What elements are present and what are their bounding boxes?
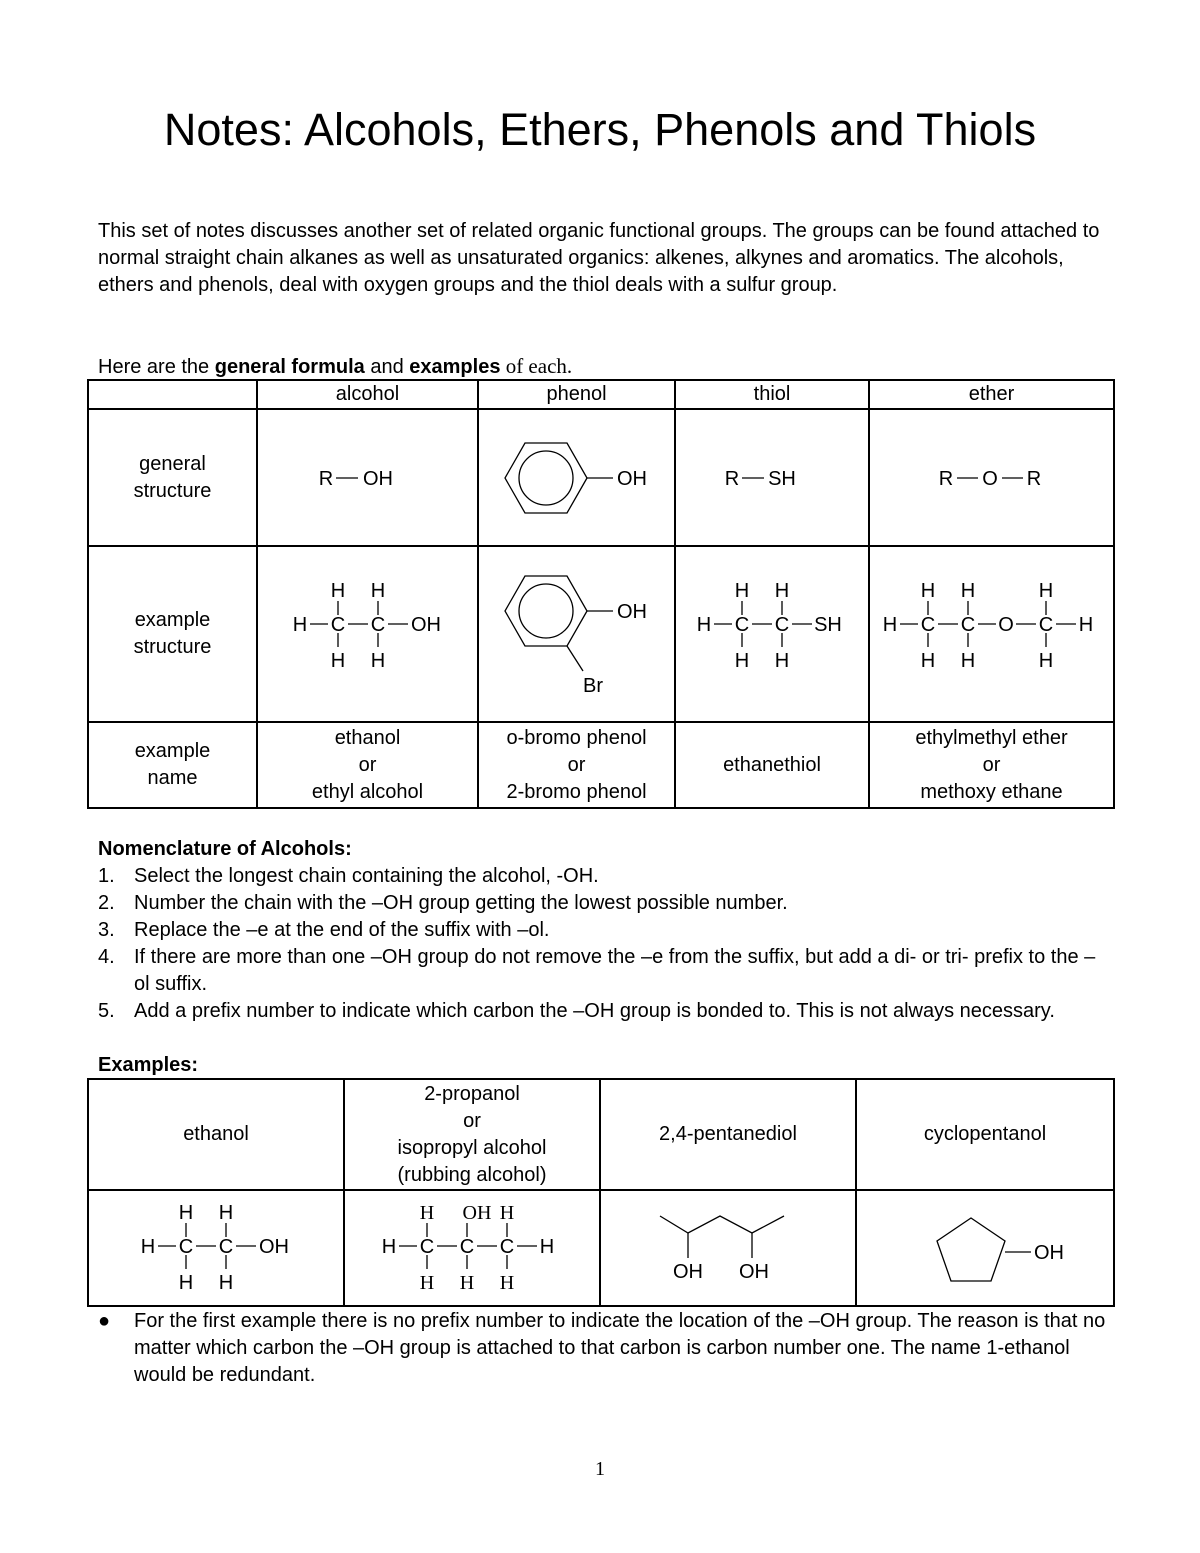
step-text: Add a prefix number to indicate which carbon the –OH group is bonded to. This is not always necessary.: [134, 1000, 1055, 1022]
step-number: 1.: [98, 865, 115, 887]
atom-r: R: [724, 467, 740, 490]
example-name-2-propanol: [344, 1079, 600, 1190]
atom-h: H: [330, 650, 345, 672]
atom-h: H: [459, 1271, 475, 1294]
atom-h: H: [370, 650, 385, 672]
name-line: or: [982, 753, 1001, 776]
name-line: ethanethiol: [723, 753, 821, 776]
atom-h: H: [330, 580, 345, 602]
atom-c: C: [218, 1235, 234, 1258]
atom-oh: OH: [673, 1260, 703, 1283]
atom-c: C: [774, 614, 790, 636]
row-label-line: structure: [133, 479, 212, 502]
lead-bold-examples: examples: [409, 356, 501, 378]
header-thiol: thiol: [675, 380, 869, 409]
examples-structure-row: [88, 1190, 1114, 1306]
step-text: Replace the –e at the end of the suffix with –ol.: [134, 919, 550, 941]
list-item: [98, 890, 1108, 917]
2-propanol-structure-svg: [377, 1196, 567, 1301]
name-line: or: [567, 753, 586, 776]
row-label-line: example: [134, 740, 211, 762]
examples-heading: Examples:: [98, 1054, 199, 1076]
aromatic-circle: [519, 451, 573, 505]
phenol-general-structure: [478, 409, 675, 546]
bullet-note: [98, 1308, 1108, 1389]
atom-c: C: [330, 614, 345, 636]
atom-oh: OH: [410, 614, 441, 636]
atom-oh: OH: [616, 601, 647, 623]
ether-general-svg: [932, 458, 1052, 498]
atom-r: R: [1026, 467, 1041, 490]
ethanol-structure-svg: [136, 1196, 296, 1301]
alcohol-example-structure: [257, 546, 478, 722]
bullet-icon: ●: [98, 1310, 111, 1332]
atom-h: H: [140, 1235, 156, 1258]
atom-h: H: [292, 614, 307, 636]
atom-oh: OH: [739, 1260, 769, 1283]
phenol-example-name: [478, 722, 675, 808]
ethanethiol-structure-svg: [692, 579, 852, 689]
name-line: ethanol: [183, 1123, 249, 1145]
atom-h: H: [419, 1201, 435, 1224]
ether-general-structure: [869, 409, 1114, 546]
atom-h: H: [218, 1271, 234, 1294]
name-line: ethyl alcohol: [311, 780, 424, 803]
nomenclature-steps: [98, 863, 1108, 1025]
benzene-ring: [505, 443, 587, 513]
atom-h: H: [882, 614, 897, 636]
example-name-ethanol: [88, 1079, 344, 1190]
atom-oh: OH: [362, 467, 393, 490]
atom-r: R: [318, 467, 333, 490]
thiol-example-structure: [675, 546, 869, 722]
atom-oh: OH: [462, 1201, 492, 1224]
lead-text-3: of each.: [500, 354, 573, 378]
atom-h: H: [218, 1201, 234, 1224]
atom-o: O: [997, 614, 1014, 636]
example-structure-row: [88, 546, 1114, 722]
atom-c: C: [1038, 614, 1053, 636]
cyclopentanol-skeletal-svg: [905, 1196, 1065, 1301]
step-number: 3.: [98, 919, 115, 941]
name-line: ethanol: [334, 726, 401, 749]
row-label-line: structure: [133, 636, 212, 658]
list-item: [98, 998, 1108, 1025]
atom-h: H: [1038, 580, 1053, 602]
general-structure-row: [88, 409, 1114, 546]
atom-oh: OH: [259, 1235, 289, 1258]
benzene-ring: [505, 576, 587, 646]
name-line: isopropyl alcohol: [397, 1136, 547, 1159]
atom-h: H: [960, 580, 975, 602]
lead-text-2: and: [364, 356, 410, 378]
header-ether: ether: [869, 380, 1114, 409]
atom-h: H: [499, 1271, 515, 1294]
alcohol-general-structure: [257, 409, 478, 546]
pentanediol-skeletal-svg: [648, 1196, 808, 1301]
atom-h: H: [920, 580, 935, 602]
step-number: 5.: [98, 1000, 115, 1022]
name-line: cyclopentanol: [923, 1123, 1047, 1145]
bullet-text: For the first example there is no prefix number to indicate the location of the –OH group. The reason is that no matter which carbon the –OH group is attached to that carbon is carbon number one. The name 1-ethanol would be redundant.: [134, 1310, 1106, 1386]
atom-h: H: [920, 650, 935, 672]
row-label-example-structure: [88, 546, 257, 722]
atom-h: H: [539, 1235, 555, 1258]
page-number: 1: [595, 1458, 605, 1480]
cyclopentanol-structure: [856, 1190, 1114, 1306]
table-lead-in: [98, 353, 572, 381]
atom-c: C: [370, 614, 385, 636]
row-label-line: name: [147, 767, 198, 789]
atom-c: C: [499, 1235, 515, 1258]
propanol-structure: [344, 1190, 600, 1306]
functional-groups-table: [87, 379, 1115, 809]
examples-name-row: [88, 1079, 1114, 1190]
list-item: [98, 863, 1108, 890]
atom-h: H: [419, 1271, 435, 1294]
name-line: or: [358, 753, 377, 776]
list-item: [98, 944, 1108, 998]
step-text: If there are more than one –OH group do not remove the –e from the suffix, but add a di- or tri- prefix to the –ol suffix.: [134, 946, 1096, 995]
name-line: o-bromo phenol: [506, 726, 647, 749]
row-label-line: example: [134, 609, 211, 631]
example-name-cyclopentanol: [856, 1079, 1114, 1190]
ethylmethyl-ether-structure-svg: [878, 579, 1106, 689]
atom-c: C: [920, 614, 935, 636]
name-line: (rubbing alcohol): [397, 1163, 547, 1186]
carbon-chain: [660, 1216, 784, 1233]
name-line: or: [463, 1109, 481, 1132]
atom-h: H: [774, 580, 790, 602]
header-row: [88, 380, 1114, 409]
bond: [567, 646, 583, 671]
phenol-general-svg: [487, 423, 667, 533]
phenol-example-structure: [478, 546, 675, 722]
list-item: [98, 917, 1108, 944]
atom-r: R: [938, 467, 953, 490]
atom-sh: SH: [768, 467, 796, 490]
atom-h: H: [499, 1201, 515, 1224]
alcohol-examples-table: [87, 1078, 1115, 1307]
atom-h: H: [774, 650, 790, 672]
atom-h: H: [696, 614, 712, 636]
atom-h: H: [370, 580, 385, 602]
atom-oh: OH: [1034, 1241, 1064, 1264]
atom-c: C: [178, 1235, 194, 1258]
atom-c: C: [419, 1235, 435, 1258]
name-line: ethylmethyl ether: [915, 726, 1068, 749]
step-text: Number the chain with the –OH group getting the lowest possible number.: [134, 892, 788, 914]
bromophenol-structure-svg: [487, 559, 667, 709]
page-title: Notes: Alcohols, Ethers, Phenols and Thiols: [163, 104, 1037, 155]
thiol-example-name: [675, 722, 869, 808]
atom-oh: OH: [616, 467, 647, 490]
atom-c: C: [459, 1235, 475, 1258]
step-number: 4.: [98, 946, 115, 968]
atom-c: C: [734, 614, 750, 636]
atom-br: Br: [582, 675, 603, 697]
atom-sh: SH: [814, 614, 842, 636]
name-line: methoxy ethane: [920, 780, 1063, 803]
lead-text-1: Here are the: [98, 356, 215, 378]
name-line: 2-propanol: [424, 1082, 520, 1105]
thiol-general-svg: [712, 458, 832, 498]
header-alcohol: alcohol: [257, 380, 478, 409]
row-label-line: general: [139, 452, 206, 475]
alcohol-general-svg: [308, 458, 428, 498]
atom-h: H: [734, 650, 750, 672]
header-phenol: phenol: [478, 380, 675, 409]
aromatic-circle: [519, 584, 573, 638]
atom-h: H: [1078, 614, 1093, 636]
atom-h: H: [960, 650, 975, 672]
ethanol-structure: [88, 1190, 344, 1306]
name-line: 2,4-pentanediol: [659, 1123, 797, 1145]
example-name-pentanediol: [600, 1079, 856, 1190]
cyclopentane-ring: [937, 1218, 1005, 1281]
alcohol-example-name: [257, 722, 478, 808]
atom-h: H: [1038, 650, 1053, 672]
atom-h: H: [178, 1201, 194, 1224]
atom-o: O: [981, 467, 998, 490]
nomenclature-heading: Nomenclature of Alcohols:: [98, 838, 352, 860]
atom-h: H: [178, 1271, 194, 1294]
atom-c: C: [960, 614, 975, 636]
lead-bold-general-formula: general formula: [214, 356, 365, 378]
ethanol-structure-svg: [288, 579, 448, 689]
name-line: 2-bromo phenol: [506, 780, 647, 803]
ether-example-structure: [869, 546, 1114, 722]
example-name-row: [88, 722, 1114, 808]
row-label-example-name: [88, 722, 257, 808]
intro-paragraph: This set of notes discusses another set of related organic functional groups. The groups can be found attached to normal straight chain alkanes as well as unsaturated organics: alkenes, alkynes and aromatics. The alcohols, ethers and phenols, deal with oxygen groups and the thiol deals with a sulfur group.: [98, 220, 1100, 296]
header-blank: [88, 380, 257, 409]
ether-example-name: [869, 722, 1114, 808]
atom-h: H: [381, 1235, 397, 1258]
step-text: Select the longest chain containing the alcohol, -OH.: [134, 865, 599, 887]
pentanediol-structure: [600, 1190, 856, 1306]
row-label-general-structure: [88, 409, 257, 546]
step-number: 2.: [98, 892, 115, 914]
atom-h: H: [734, 580, 750, 602]
thiol-general-structure: [675, 409, 869, 546]
